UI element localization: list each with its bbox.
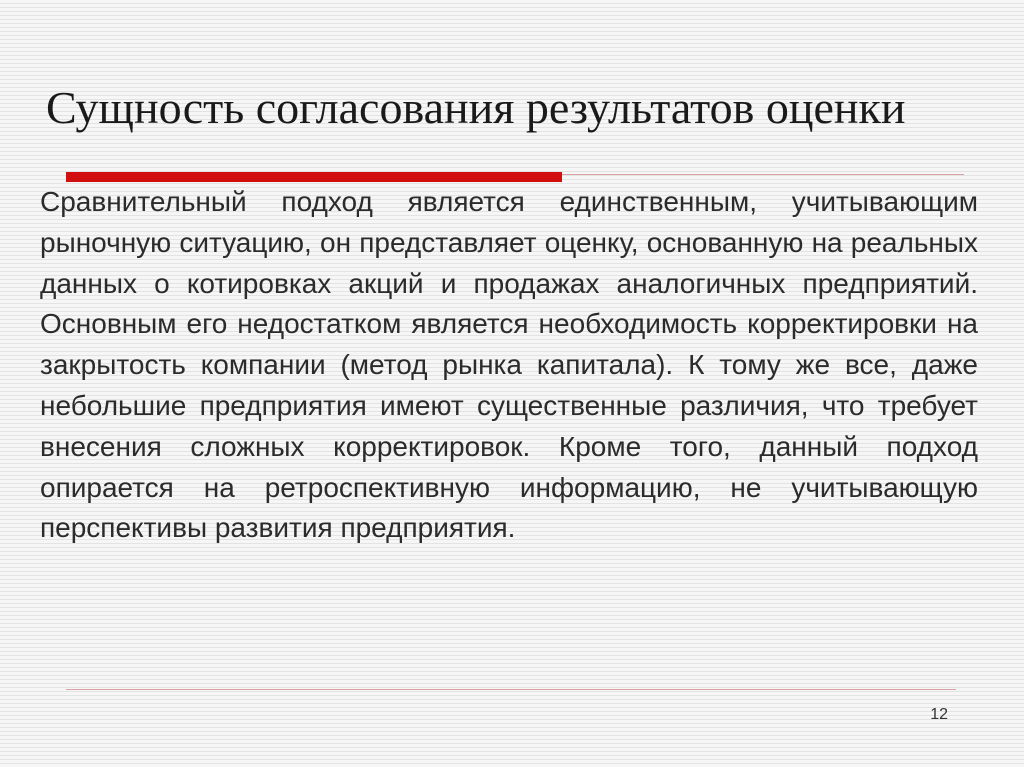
- footer-divider-line: [66, 689, 956, 690]
- slide-body-text: Сравнительный подход является единственным, учитывающим рыночную ситуацию, он представляет оценку, основанную на реальных данных о котировках акций и продажах аналогичных предприятий. Основным его недостатком является необходимость корректировки на закрытость компании (метод рынка капитала). К тому же все, даже небольшие предприятия имеют существенные различия, что требует внесения сложных корректировок. Кроме того, данный подход опирается на ретроспективную информацию, не учитывающую перспективы развития предприятия.: [40, 186, 978, 544]
- page-number: 12: [930, 706, 948, 723]
- slide-title: Сущность согласования результатов оценки: [46, 82, 906, 133]
- title-accent-bar: [66, 172, 562, 182]
